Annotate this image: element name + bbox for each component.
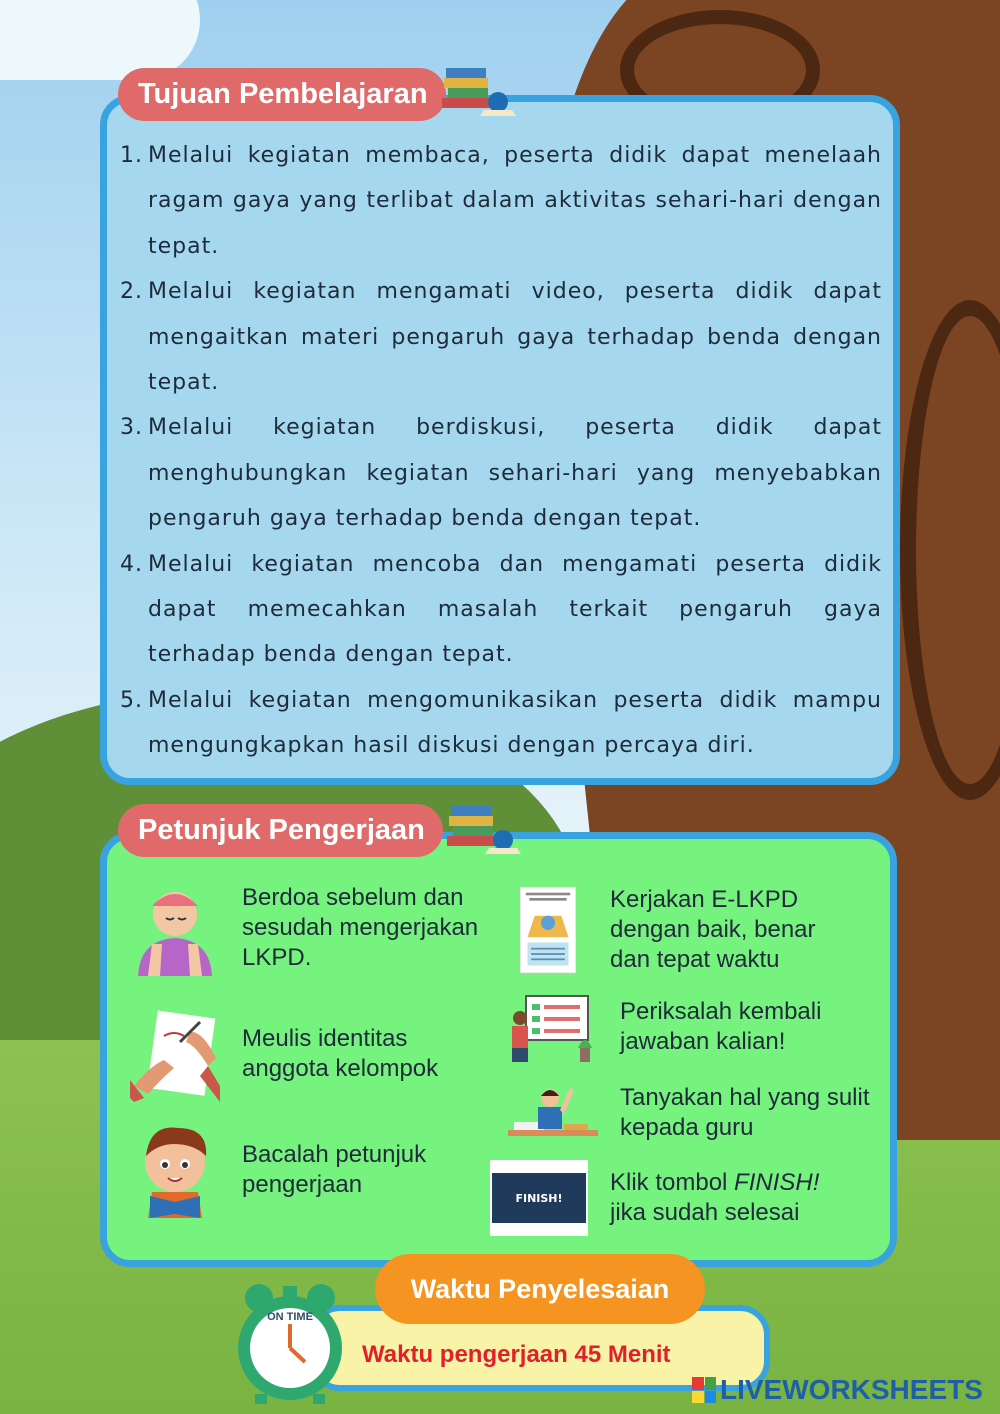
goal-item: 3. Melalui kegiatan berdiskusi, peserta didik dapat menghubungkan kegiatan sehari-hari yang menyebabkan pengaruh gaya terhadap benda dengan tepat.: [120, 415, 882, 532]
step-text: Meulis identitas anggota kelompok: [242, 1025, 439, 1082]
step-text: Klik tombol FINISH! jika sudah selesai: [610, 1169, 820, 1226]
liveworksheets-logo-text: LIVEWORKSHEETS: [720, 1374, 983, 1405]
completion-time-text: Waktu pengerjaan 45 Menit: [362, 1341, 671, 1368]
praying-child-icon: [130, 880, 220, 976]
step-text: Tanyakan hal yang sulit kepada guru: [620, 1084, 870, 1141]
liveworksheets-logo: [692, 1374, 983, 1406]
step-text: Bacalah petunjuk pengerjaan: [242, 1141, 427, 1198]
books-icon: [445, 800, 525, 860]
reading-child-icon: [130, 1122, 220, 1218]
step-text: Periksalah kembali jawaban kalian!: [620, 998, 822, 1055]
goal-item: 2. Melalui kegiatan mengamati video, peserta didik dapat mengaitkan materi pengaruh gaya terhadap benda dengan tepat.: [120, 279, 882, 396]
instructions-title: Petunjuk Pengerjaan: [118, 804, 443, 857]
step-text: Berdoa sebelum dan sesudah mengerjakan LKPD.: [242, 884, 479, 971]
step-click-finish: [490, 1160, 860, 1236]
goal-item: 4. Melalui kegiatan mencoba dan mengamati peserta didik dapat memecahkan masalah terkait pengaruh gaya terhadap benda dengan tepat.: [120, 551, 882, 668]
step-write-identity: [130, 1006, 482, 1102]
learning-goals-list: [118, 133, 882, 769]
step-text: Kerjakan E-LKPD dengan baik, benar dan tepat waktu: [610, 886, 816, 973]
alarm-clock-icon: [225, 1280, 355, 1405]
books-icon: [440, 62, 520, 122]
step-read-instructions: [130, 1122, 462, 1218]
goal-item: 5. Melalui kegiatan mengomunikasikan peserta didik mampu mengungkapkan hasil diskusi dengan percaya diri.: [120, 687, 882, 759]
worksheet-cover-icon: [508, 882, 588, 978]
step-pray: [130, 880, 502, 976]
finish-button-icon: [490, 1160, 588, 1236]
step-check-answers: [508, 992, 870, 1062]
learning-goals-title: Tujuan Pembelajaran: [118, 68, 446, 121]
raising-hand-student-icon: [508, 1078, 598, 1148]
completion-time-title: Waktu Penyelesaian: [375, 1254, 705, 1324]
checklist-board-icon: [508, 992, 598, 1062]
writing-hand-icon: [130, 1006, 220, 1102]
finish-button-label: FINISH!: [492, 1173, 586, 1223]
step-ask-teacher: [508, 1078, 870, 1148]
step-do-worksheet: [508, 882, 860, 978]
liveworksheets-logo-mark: [692, 1377, 716, 1403]
clock-label: ON TIME: [267, 1311, 313, 1323]
goal-item: 1. Melalui kegiatan membaca, peserta didik dapat menelaah ragam gaya yang terlibat dalam aktivitas sehari-hari dengan tepat.: [120, 143, 882, 259]
